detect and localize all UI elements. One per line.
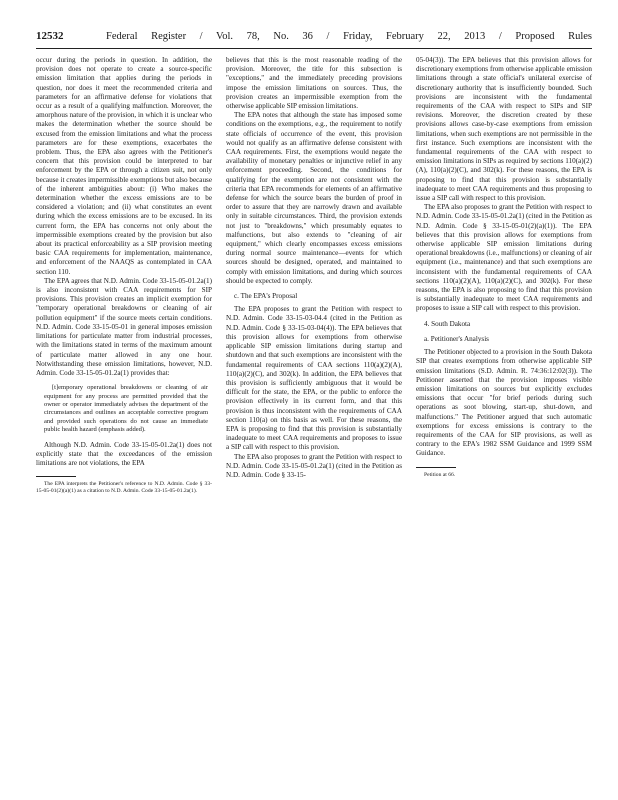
- column-1: [36, 56, 212, 751]
- page-number: 12532: [36, 30, 64, 42]
- column-3: [416, 56, 592, 751]
- footnote: Petition at 66.: [424, 471, 456, 478]
- paragraph: The EPA also proposes to grant the Petition with respect to N.D. Admin. Code 33-15-05-01.2a(1) (cited in the Petition as N.D. Admin. Code § 33-15-05-01(2)(a)(1)). The EPA believes that this provision allows for exemptions from otherwise applicable SIP emission limitations during operational breakdowns (i.e., malfunctions) or cleaning of air equipment (i.e., maintenance) and that such exemptions are inconsistent with the fundamental requirements of CAA sections 110(a)(2)(A), 110(a)(2)(C), and 302(k). For these reasons, the EPA is also proposing to find that this provision is substantially inadequate to meet CAA requirements and proposes to issue a SIP call with respect to this provision.: [416, 203, 592, 313]
- header-rule: [36, 48, 592, 49]
- section-heading: 4. South Dakota: [424, 319, 471, 328]
- paragraph: The EPA notes that although the state has imposed some conditions on the exemptions, e.g., the requirement to notify state officials of occurrence of the event, this provision would not qualify as an affirmative defense consistent with CAA requirements. First, the exemptions would negate the availability of monetary penalties or injunctive relief in any enforcement proceeding. Second, the conditions for qualifying for the exemption are not consistent with the criteria that EPA recommends for elements of an affirmative defense for which the source bears the burden of proof in order to assure that they are narrowly drawn and available only in suitable circumstances. Third, the provision extends not just to "breakdowns," which presumably equates to malfunctions, but also extends to "cleaning of air equipment," which clearly encompasses excess emissions during normal source maintenance—events for which sources should be designed, operated, and maintained to comply with emission limitations, and during which sources should be expected to comply.: [226, 111, 402, 285]
- paragraph: The EPA proposes to grant the Petition with respect to N.D. Admin. Code 33-15-03-04.4 (cited in the Petition as N.D. Admin. Code § 33-15-03-04(4)). The EPA believes that this provision allows for exemptions from otherwise applicable SIP emission limitations during startup and shutdown and that such exemptions are inconsistent with the fundamental requirements of CAA sections 110(a)(2)(A), 110(a)(2)(C), and 302(k). In addition, the EPA believes that this provision is sufficiently ambiguous that it would be difficult for the state, the EPA, or the public to enforce the provision effectively in its current form, and that this provision is thus inconsistent with the requirements of CAA section 110(a) on this basis as well. For these reasons, the EPA is proposing to find that this provision is substantially inadequate to meet CAA requirements and proposes to issue a SIP call with respect to this provision.: [226, 305, 402, 452]
- paragraph: 05-04(3)). The EPA believes that this provision allows for discretionary exemptions from otherwise applicable emission limitations through a state official's unilateral exercise of discretionary authority that is insufficiently bounded. Such provisions are inconsistent with the fundamental requirements of the CAA with respect to SIPs and SIP revisions. Moreover, the discretion created by these provisions allows case-by-case exemptions from emission limitations, when such exemptions are not permissible in the first instance. Such exemptions are inconsistent with the fundamental requirements of the CAA with respect to emission limitations in SIPs as required by sections 110(a)(2)(A), 110(a)(2)(C), and 302(k). For these reasons, the EPA is proposing to find that this provision is substantially inadequate to meet CAA requirements and thus proposing to issue a SIP call with respect to this provision.: [416, 56, 592, 203]
- footnote-rule: [416, 467, 456, 468]
- paragraph: believes that this is the most reasonable reading of the provision. Moreover, the title for this subsection is "exceptions," and the immediately preceding provisions impose the emission limitations on sources. Thus, the provision creates an impermissible exemption from the otherwise applicable SIP emission limitations.: [226, 56, 402, 111]
- subsection-heading: a. Petitioner's Analysis: [424, 334, 489, 343]
- page-header: [36, 30, 592, 44]
- paragraph: Although N.D. Admin. Code 33-15-05-01.2a(1) does not explicitly state that the exceedances of the emission limitations are not violations, the EPA: [36, 440, 212, 467]
- text-columns: [36, 56, 592, 751]
- paragraph: The EPA agrees that N.D. Admin. Code 33-15-05-01.2a(1) is also inconsistent with CAA requirements for SIP provisions. This provision creates an implicit exemption for "temporary operational breakdowns or cleaning of air pollution equipment" if the source meets certain conditions. N.D. Admin. Code 33-15-05-01 in general imposes emission limitations for particulate matter from industrial processes, with the limitations stated in terms of the maximum amount of particulate matter allowed in any one hour. Notwithstanding these emission limitations, however, N.D. Admin. Code 33-15-05-01.2a(1) provides that:: [36, 276, 212, 377]
- paragraph: The Petitioner objected to a provision in the South Dakota SIP that creates exemptions from otherwise applicable SIP emission limitations (S.D. Admin. R. 74:36:12:02(3)). The Petitioner asserted that the provision imposes visible emission limitations on sources but explicitly excludes emissions that occur "for brief periods during such operations as soot blowing, start-up, shut-down, and malfunctions." The Petitioner argued that such automatic exemptions for excess emissions is contrary to the requirements of the CAA for SIP provisions, as well as contrary to the EPA's 1982 SSM Guidance and 1999 SSM Guidance.: [416, 348, 592, 458]
- block-quote: [t]emporary operational breakdowns or cleaning of air equipment for any process are permitted provided that the owner or operator immediately advises the department of the circumstances and outlines an acceptable corrective program and provided such operations do not cause an immediate public health hazard (emphasis added).: [44, 384, 208, 434]
- paragraph: occur during the periods in question. In addition, the provision does not operate to create a source-specific emission limitation that applies during the periods in question, nor does it meet the recommended criteria and parameters for an affirmative defense for violations that occur as a result of a qualifying malfunction. Moreover, the amorphous nature of the provision, in which it is unclear who makes the determination whether the source should be excused from the emission limitations and what the process parameters are for these exemptions, exacerbates the problem. Thus, the EPA also agrees with the Petitioner's concern that this provision could be interpreted to bar enforcement by the EPA or through a citizen suit, not only because it creates impermissible exemptions but also because of the inherent ambiguities about: (i) Who makes the determination whether the excess emissions are to be considered a violation; and (ii) what constitutes an event during which the excess emissions are to be excused. In its current form, the EPA has concerns not only about the impermissible exemptions created by the provision but also about its practical enforceability as a SIP provision meeting basic CAA requirements for implementation, maintenance, and enforcement of the NAAQS as contemplated in CAA section 110.: [36, 56, 212, 276]
- running-title: Federal Register / Vol. 78, No. 36 / Friday, February 22, 2013 / Proposed Rules: [106, 31, 592, 42]
- footnote-rule: [36, 476, 76, 477]
- column-2: [226, 56, 402, 751]
- subsection-heading: c. The EPA's Proposal: [234, 292, 298, 301]
- footnote: The EPA interprets the Petitioner's reference to N.D. Admin. Code § 33-15-05-01(2)(a)(1) as a citation to N.D. Admin. Code 33-15-05-01.2a(1).: [36, 481, 212, 495]
- paragraph: The EPA also proposes to grant the Petition with respect to N.D. Admin. Code 33-15-05-01.2a(1) (cited in the Petition as N.D. Admin. Code § 33-15-: [226, 452, 402, 479]
